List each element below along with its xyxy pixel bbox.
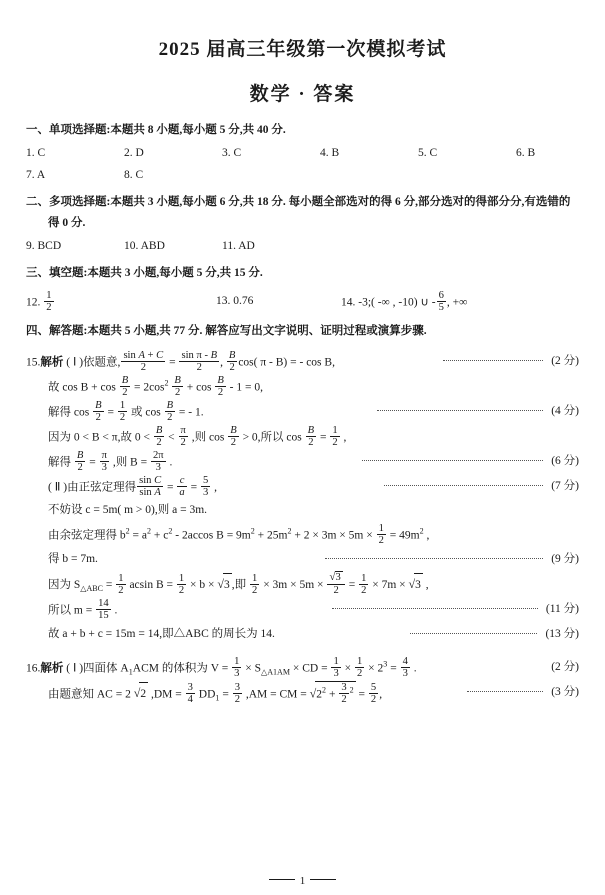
- answer-val-1: C: [37, 146, 46, 159]
- q16-l2c: DD: [198, 688, 216, 701]
- q15-l3d: = - 1.: [178, 406, 204, 419]
- page-number: 1: [299, 875, 306, 887]
- q15-dots-1: [443, 350, 543, 361]
- q15-dots-11: [332, 598, 538, 609]
- q15-dots-6: [384, 475, 543, 486]
- answer-val-14-suffix: , +∞: [446, 296, 468, 309]
- q16-l2i: 2: [349, 685, 354, 695]
- q16-line-2-body: 由题意知 AC = 2 √2 ,DM = $\frac{3}{4}$ $DD_1$ = $\frac{3}{2}$ ,AM = CM = $√2^2$ + $\frac{3}{2}$ $^2$ = $\frac{5}{2}$ ,: [48, 681, 383, 705]
- q16-l2h: 3: [341, 681, 347, 693]
- q15-l5a: 解得: [48, 455, 71, 468]
- q16-line-1-body: 16.解析 ( Ⅰ )四面体 $A_1ACM$ 的体积为 V = $\frac{1}{3}$ × $S_{\triangle A1AM}$ × CD = $\frac{1}{3}$ × $\frac{1}{2}$ × $2^3$ = $\frac{4}{3}$ .: [26, 655, 417, 679]
- answer-no-13: 13.: [216, 294, 231, 307]
- q15-l10c: acsin B =: [129, 579, 173, 592]
- q15-line-10: [26, 571, 579, 598]
- q16-l1g: =: [390, 661, 397, 674]
- answer-no-11: 11.: [222, 239, 236, 252]
- q15-l10d: × b ×: [190, 579, 215, 592]
- q16-l1d: × CD =: [292, 661, 328, 674]
- q15-line-12-body: 故 a + b + c = 15m = 14,即△ABC 的周长为 14.: [48, 628, 275, 641]
- q16-tag: 解析: [40, 661, 64, 674]
- q15-line-3-body: 解得 cos $\frac{B}{2}$ = $\frac{1}{2}$ 或 cos $\frac{B}{2}$ = - 1.: [48, 399, 204, 423]
- q16-l1f: × 2: [368, 661, 384, 674]
- q15-l5b: =: [89, 455, 96, 468]
- q15-l8c: + c: [153, 529, 169, 542]
- answer-item-1: [26, 145, 124, 162]
- q15-l4a: 因为 0 < B < π,故 0 <: [48, 431, 150, 444]
- frac-denominator: 5: [438, 302, 444, 314]
- answer-item-6: [516, 145, 605, 162]
- q15-line-1: [26, 350, 579, 375]
- q16-l1sub1: 1: [128, 667, 133, 677]
- q15-score-1: (2 分): [551, 355, 579, 367]
- q15-dots-9: [325, 548, 544, 559]
- q16-l2b: ,DM =: [150, 688, 182, 701]
- q15-line-3: [26, 400, 579, 425]
- answer-item-5: [418, 145, 516, 162]
- q15-l2a: 故 cos B + cos: [48, 381, 116, 394]
- answer-item-9: [26, 238, 124, 255]
- q16-dots-2: [467, 681, 544, 692]
- q15-line-4: [26, 425, 579, 450]
- q16-l1c: × S: [245, 661, 261, 674]
- q15-l10h: × 7m ×: [372, 579, 406, 592]
- answer-no-7: 7.: [26, 169, 35, 182]
- q16-l2d: =: [222, 688, 229, 701]
- answer-item-7: [26, 167, 124, 184]
- q15-dots-12: [410, 623, 537, 634]
- section-heading-solution: 四、解答题:本题共 5 小题,共 77 分. 解答应写出文字说明、证明过程或演算步骤.: [26, 325, 427, 338]
- q15-line-5-body: 解得 $\frac{B}{2}$ = $\frac{\pi}{3}$ ,则 B = $\frac{2\pi}{3}$ .: [48, 449, 173, 473]
- q15-line-9-body: 得 b = 7m.: [48, 552, 98, 565]
- q16-l2sub: 1: [215, 693, 220, 703]
- answer-item-8: [124, 167, 222, 184]
- q15-l11a: 所以 m =: [48, 604, 93, 617]
- q15-l5c: ,则 B =: [112, 455, 148, 468]
- q15-l10e: ,即: [231, 579, 247, 592]
- q15-l10sub: △ABC: [80, 584, 104, 594]
- q15-l3c: 或 cos: [130, 406, 161, 419]
- q15-l6a: ( Ⅱ )由正弦定理得: [48, 480, 137, 493]
- q15-l2c: + cos: [186, 381, 212, 394]
- answer-val-11: AD: [238, 239, 255, 252]
- q15-line-7: [26, 499, 579, 523]
- frac-denominator: 2: [46, 302, 52, 314]
- q15-l1b: cos( π - B) = - cos B,: [238, 356, 335, 369]
- q16-l2g: +: [328, 688, 336, 701]
- q15-l10b: =: [105, 579, 113, 592]
- q15-l2b: = 2cos: [134, 381, 165, 394]
- section-heading-multi-choice: 二、多项选择题:本题共 3 小题,每小题 6 分,共 18 分. 每小题全部选对的得 6 分,部分选对的得部分分,有选错的: [26, 196, 571, 209]
- q15-score-3: (4 分): [551, 404, 580, 417]
- q15-l10a: 因为 S: [48, 579, 81, 592]
- q15-label: 15.: [26, 356, 41, 369]
- q15-l3b: =: [107, 406, 114, 419]
- q16-l2sup: 2: [322, 685, 327, 695]
- answer-no-14: 14.: [341, 296, 356, 309]
- q15-l8e: + 25m: [257, 529, 288, 542]
- footer-rule-left: [269, 879, 295, 880]
- answer-item-4: [320, 145, 418, 162]
- answer-no-1: 1.: [26, 146, 35, 159]
- q15-l1a: ( Ⅰ )依题意,: [66, 356, 121, 369]
- q15-line-8-body: 由余弦定理得 $b^2 = a^2 + c^2 - 2accos$ $B = 9m^2 + 25m^2 + 2 \times 3m \times 5m$ × $\frac{1}{2}$ = $49m^2$ ,: [48, 523, 430, 547]
- page-footer: [0, 875, 605, 887]
- answer-val-2: D: [135, 146, 144, 159]
- q16-score-1: (2 分): [551, 660, 579, 673]
- answer-row-1: [26, 145, 579, 162]
- answer-row-fill: [26, 290, 579, 313]
- q15-line-6: [26, 475, 579, 500]
- answer-item-13: [216, 293, 341, 310]
- q15-score-12: (13 分): [545, 628, 580, 641]
- answer-no-2: 2.: [124, 146, 133, 159]
- q15-l8b: = a: [132, 529, 147, 542]
- q15-line-8: [26, 523, 579, 548]
- q15-line-7-body: 不妨设 c = 5m( m > 0),则 a = 3m.: [48, 504, 208, 517]
- q15-dots-3: [377, 400, 543, 411]
- q15-l4d: > 0,所以 cos: [242, 431, 302, 444]
- section-heading-single-choice: 一、单项选择题:本题共 8 小题,每小题 5 分,共 40 分.: [26, 124, 286, 136]
- answer-item-11: [222, 238, 320, 255]
- q15-l3a: 解得 cos: [48, 406, 90, 419]
- q15-dots-5: [362, 450, 543, 461]
- q16-l2e: ,AM = CM =: [245, 688, 307, 701]
- answer-val-10: ABD: [140, 239, 165, 252]
- q16-l2a: 由题意知 AC = 2: [48, 688, 131, 701]
- q15-line-2: [26, 375, 579, 400]
- q15-line-4-body: 因为 0 < B < π,故 0 < $\frac{B}{2}$ < $\frac{\pi}{2}$ ,则 cos $\frac{B}{2}$ > 0,所以 cos $\frac{B}{2}$ = $\frac{1}{2}$ ,: [48, 424, 347, 448]
- q16-label: 16.: [26, 661, 41, 674]
- q15-tag: 解析: [40, 356, 64, 369]
- answer-val-13: 0.76: [233, 294, 254, 307]
- answer-item-14: [341, 290, 579, 313]
- answer-no-3: 3.: [222, 146, 231, 159]
- q16-l1b: ACM 的体积为 V =: [132, 661, 229, 674]
- answer-val-4: B: [331, 146, 340, 159]
- answer-no-12: 12.: [26, 296, 41, 309]
- answer-item-12: [26, 290, 216, 313]
- section-heading-fill-blank: 三、填空题:本题共 3 小题,每小题 5 分,共 15 分.: [26, 267, 263, 280]
- q15-line-1-body: 15.解析 ( Ⅰ )依题意, $\frac{\text{sin A + C}}{2}$ = $\frac{\text{sin π - B}}{2}$ , $\frac{B}{2}$ cos( π - B) = - cos B,: [26, 350, 335, 374]
- answer-val-7: A: [36, 169, 46, 182]
- q16-l1sub4: AM: [277, 667, 290, 677]
- question-16: [26, 656, 579, 707]
- answer-val-9: BCD: [37, 239, 62, 252]
- q15-line-11: [26, 598, 579, 623]
- answer-val-8: C: [135, 169, 144, 182]
- answer-val-14-sign: -: [431, 296, 436, 309]
- section-heading-multi-choice-cont: 得 0 分.: [48, 217, 86, 230]
- q15-l10f: × 3m × 5m ×: [263, 579, 324, 592]
- answer-no-6: 6.: [516, 146, 525, 159]
- q15-l8g: = 49m: [389, 529, 420, 542]
- q16-l1a: ( Ⅰ )四面体 A: [66, 661, 129, 674]
- answer-item-3: [222, 145, 320, 162]
- page-subtitle: 数学 · 答案: [249, 84, 356, 105]
- q16-l1e: ×: [344, 661, 352, 674]
- q15-score-6: (7 分): [551, 479, 579, 492]
- q15-line-10-body: 因为 $S_{\triangle ABC}$ = $\frac{1}{2}$ acsin B = $\frac{1}{2}$ × b × √3 ,即 $\frac{1}{2}$ × 3m × 5m × $\frac{√3}{2}$ = $\frac{1}{2}$ × 7m × √3 ,: [48, 571, 429, 597]
- q15-line-12: [26, 623, 579, 647]
- answer-no-10: 10.: [124, 239, 139, 252]
- q15-l4b: <: [168, 431, 175, 444]
- q15-l8d: - 2accos B = 9m: [175, 529, 251, 542]
- q15-line-5: [26, 450, 579, 475]
- q16-l1sub3: 1: [273, 667, 278, 677]
- answer-no-8: 8.: [124, 169, 133, 182]
- answer-val-6: B: [527, 146, 536, 159]
- q15-l2d: - 1 = 0,: [229, 381, 263, 394]
- q15-score-11: (11 分): [545, 603, 579, 616]
- q15-score-5: (6 分): [551, 454, 579, 467]
- q16-l2f: 2: [316, 688, 323, 701]
- q16-score-2: (3 分): [551, 685, 580, 698]
- q15-line-2-body: 故 cos B + cos $\frac{B}{2}$ = $2\cos^2$ $\frac{B}{2}$ + cos $\frac{B}{2}$ - 1 = 0,: [48, 374, 263, 398]
- q15-line-11-body: 所以 m = $\frac{14}{15}$ .: [48, 598, 118, 622]
- answer-no-5: 5.: [418, 146, 427, 159]
- q15-l4e: =: [319, 431, 327, 444]
- question-15: [26, 350, 579, 647]
- answer-no-9: 9.: [26, 239, 35, 252]
- answer-item-2: [124, 145, 222, 162]
- q15-l10g: =: [348, 579, 356, 592]
- q16-line-1: [26, 656, 579, 681]
- q15-score-9: (9 分): [551, 552, 580, 565]
- q16-l2k: ,: [379, 688, 383, 701]
- page-title: 2025 届高三年级第一次模拟考试: [158, 39, 447, 60]
- answer-item-10: [124, 238, 222, 255]
- q16-l1sup: 3: [383, 659, 388, 669]
- answer-no-4: 4.: [320, 146, 329, 159]
- answer-val-12: [44, 290, 53, 313]
- q15-line-6-body: ( Ⅱ )由正弦定理得 $\frac{\text{sin C}}{\text{sin A}}$ = $\frac{c}{a}$ = $\frac{5}{3}$ ,: [48, 474, 217, 498]
- q16-l2j: =: [358, 688, 366, 701]
- frac-numerator: 1: [46, 290, 52, 301]
- answer-val-14-frac: [437, 290, 446, 313]
- footer-rule-right: [310, 879, 336, 880]
- q15-l4c: ,则 cos: [191, 431, 225, 444]
- answer-row-2: [26, 167, 579, 184]
- q16-l1sub2: △A: [261, 667, 273, 677]
- q15-l8a: 由余弦定理得 b: [48, 529, 126, 542]
- q15-line-9: [26, 548, 579, 572]
- answer-val-3: C: [233, 146, 242, 159]
- frac-numerator: 6: [438, 290, 444, 301]
- answer-val-5: C: [429, 146, 438, 159]
- answer-val-14-prefix: -3;( -∞ , -10) ∪: [358, 296, 429, 309]
- answer-row-multi: [26, 238, 579, 255]
- q16-line-2: [26, 681, 579, 707]
- q15-l8f: + 2 × 3m × 5m ×: [294, 529, 373, 542]
